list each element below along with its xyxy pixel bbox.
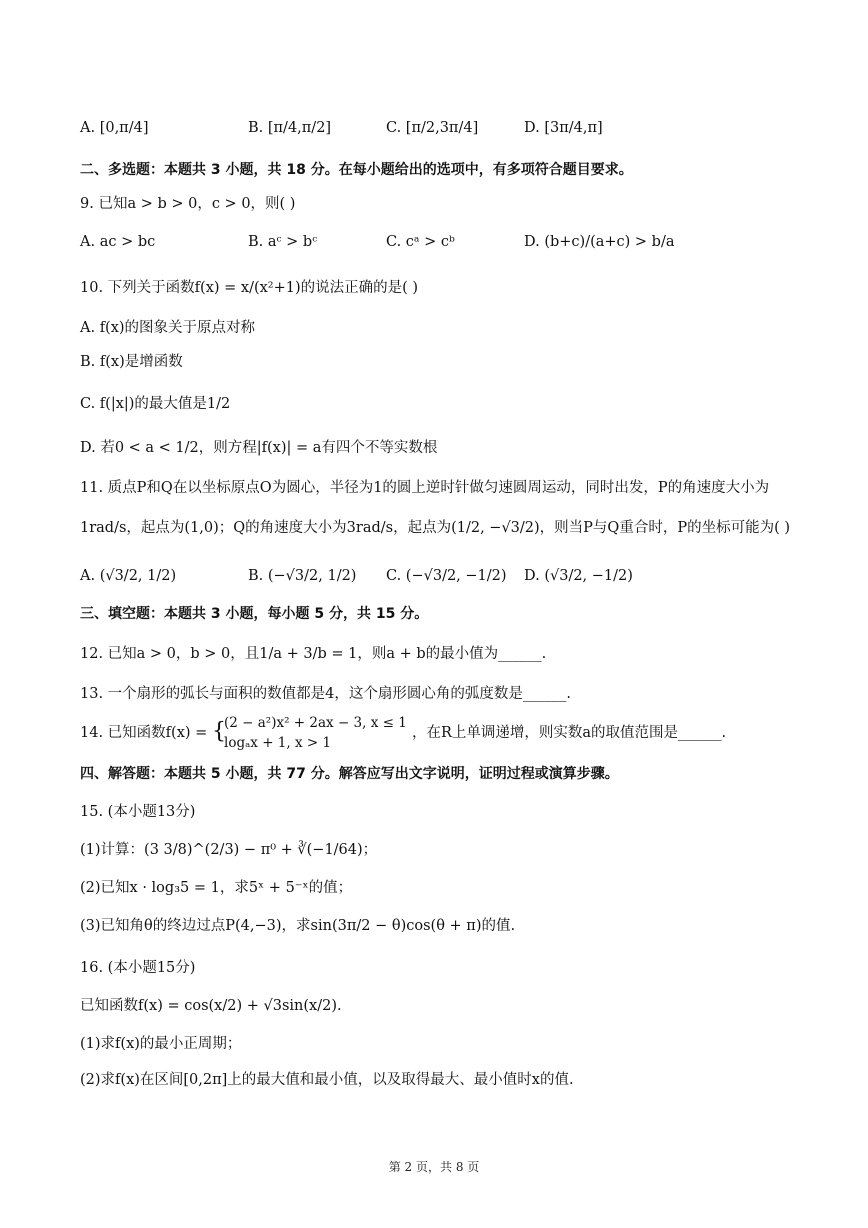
q9-option-d: D. (b+c)/(a+c) > b/a [524, 234, 675, 250]
q8-option-c: C. [π/2,3π/4] [386, 120, 479, 136]
q13-stem: 13. 一个扇形的弧长与面积的数值都是4，这个扇形圆心角的弧度数是______. [80, 686, 572, 702]
q15-heading: 15. (本小题13分) [80, 804, 196, 820]
q16-stem: 已知函数f(x) = cos(x/2) + √3sin(x/2). [80, 998, 342, 1014]
q9-option-b: B. aᶜ > bᶜ [248, 234, 318, 250]
q10-option-b: B. f(x)是增函数 [80, 354, 183, 370]
q11-option-b: B. (−√3/2, 1/2) [248, 568, 357, 584]
q16-heading: 16. (本小题15分) [80, 960, 196, 976]
q11-option-a: A. (√3/2, 1/2) [80, 568, 177, 584]
q8-option-b: B. [π/4,π/2] [248, 120, 332, 136]
q9-option-a: A. ac > bc [80, 234, 156, 250]
q11-stem-line1: 11. 质点P和Q在以坐标原点O为圆心，半径为1的圆上逆时针做匀速圆周运动，同时出发，P的角速度大小为 [80, 480, 770, 496]
q8-option-d: D. [3π/4,π] [524, 120, 603, 136]
q10-stem: 10. 下列关于函数f(x) = x/(x²+1)的说法正确的是( ) [80, 280, 419, 296]
q15-part-3: (3)已知角θ的终边过点P(4,−3)，求sin(3π/2 − θ)cos(θ + π)的值. [80, 918, 516, 934]
section-heading-multiple-choice: 二、多选题：本题共 3 小题，共 18 分。在每小题给出的选项中，有多项符合题目要求。 [80, 162, 633, 178]
q16-part-1: (1)求f(x)的最小正周期； [80, 1036, 242, 1052]
q10-option-a: A. f(x)的图象关于原点对称 [80, 320, 256, 336]
q10-option-d: D. 若0 < a < 1/2，则方程|f(x)| = a有四个不等实数根 [80, 440, 438, 456]
q11-stem-line2: 1rad/s，起点为(1,0)；Q的角速度大小为3rad/s，起点为(1/2, −√3/2)，则当P与Q重合时，P的坐标可能为( ) [80, 520, 790, 536]
q14-prefix: 14. 已知函数f(x) = [80, 725, 208, 741]
page-number-footer: 第 2 页，共 8 页 [388, 1160, 480, 1174]
section-heading-fill-in: 三、填空题：本题共 3 小题，每小题 5 分，共 15 分。 [80, 606, 429, 622]
q11-option-c: C. (−√3/2, −1/2) [386, 568, 507, 584]
q14-case-1: (2 − a²)x² + 2ax − 3, x ≤ 1 [224, 715, 407, 731]
q16-part-2: (2)求f(x)在区间[0,2π]上的最大值和最小值，以及取得最大、最小值时x的值. [80, 1072, 574, 1088]
q15-part-1: (1)计算：(3 3/8)^(2/3) − π⁰ + ∛(−1/64)； [80, 842, 378, 858]
q15-part-2: (2)已知x · log₃5 = 1，求5ˣ + 5⁻ˣ的值； [80, 880, 353, 896]
q11-option-d: D. (√3/2, −1/2) [524, 568, 633, 584]
q14-case-2: logₐx + 1, x > 1 [224, 735, 332, 751]
q10-option-c: C. f(|x|)的最大值是1/2 [80, 396, 231, 412]
section-heading-free-response: 四、解答题：本题共 5 小题，共 77 分。解答应写出文字说明，证明过程或演算步骤。 [80, 766, 619, 782]
q9-option-c: C. cᵃ > cᵇ [386, 234, 455, 250]
q14-suffix: ，在R上单调递增，则实数a的取值范围是______. [412, 725, 727, 741]
q8-option-a: A. [0,π/4] [80, 120, 149, 136]
q9-stem: 9. 已知a > b > 0，c > 0，则( ) [80, 196, 296, 212]
q12-stem: 12. 已知a > 0，b > 0，且1/a + 3/b = 1，则a + b的最小值为______. [80, 646, 547, 662]
q14-brace: { [212, 719, 226, 744]
